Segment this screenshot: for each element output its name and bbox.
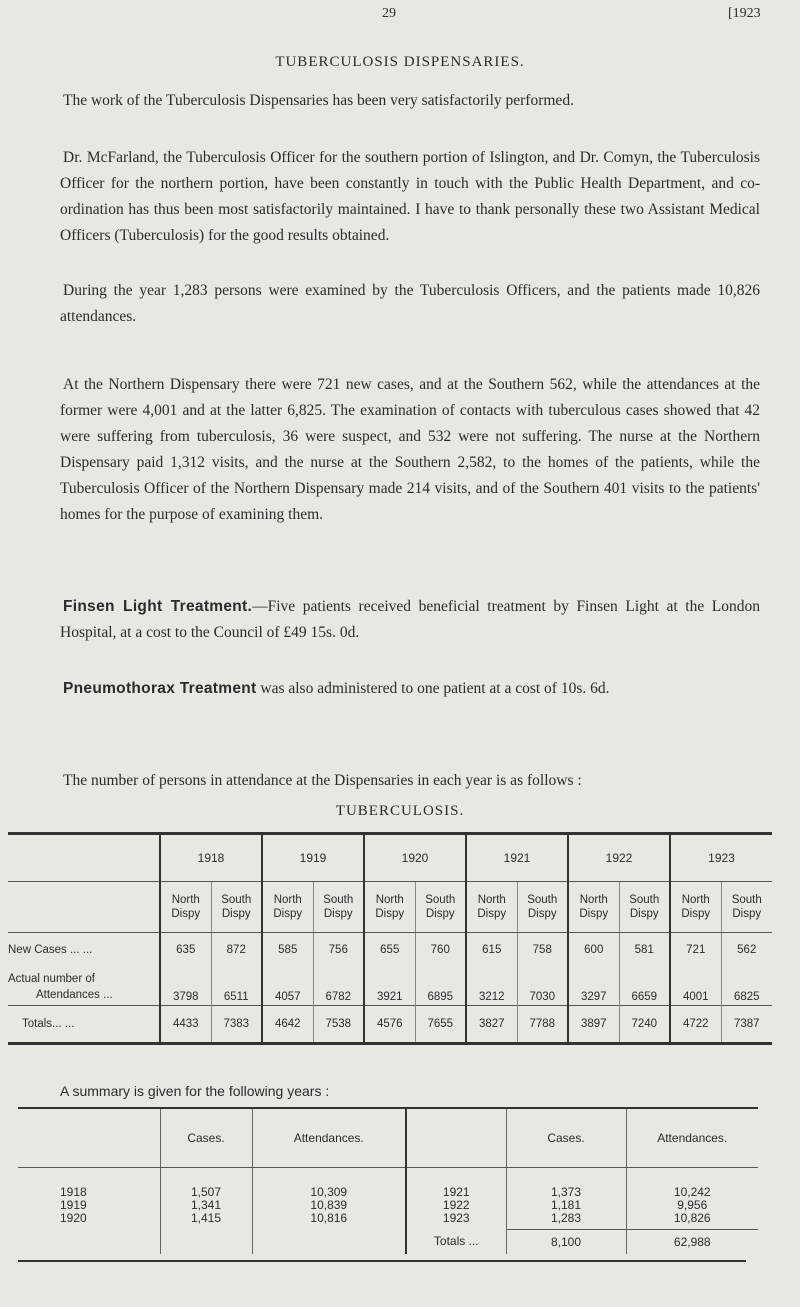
table-cell: 635: [160, 933, 211, 964]
south-header: South Dispy: [721, 882, 772, 933]
totals-label: Totals ...: [406, 1230, 506, 1255]
row-label: New Cases ... ...: [8, 944, 93, 956]
table-cell: 7788: [517, 1006, 568, 1044]
table-cell: 3297: [568, 963, 619, 1006]
table-cell: 562: [721, 933, 772, 964]
table-cell: 4433: [160, 1006, 211, 1044]
table-cell: 10,839: [310, 1198, 348, 1212]
attendance-table: [8, 832, 772, 1045]
table-cell: 6895: [415, 963, 466, 1006]
year-header: 1923: [670, 834, 772, 882]
page-number: 29: [382, 6, 396, 21]
table-cell: 6511: [211, 963, 262, 1006]
table-row-attendances: [8, 963, 772, 1006]
attendances-header: Attendances.: [252, 1108, 406, 1168]
year-cell: 1923: [442, 1211, 470, 1225]
table-cell: 1,283: [550, 1211, 582, 1225]
table-cell: 758: [517, 933, 568, 964]
summary-table: [18, 1107, 758, 1254]
table-cell: 1,181: [550, 1198, 582, 1212]
table-cell: 585: [262, 933, 313, 964]
table-cell: 4576: [364, 1006, 415, 1044]
year-header: 1919: [262, 834, 364, 882]
table-bottom-rule: [18, 1260, 746, 1262]
total-attendances: 62,988: [626, 1230, 758, 1255]
table-cell: 581: [619, 933, 670, 964]
row-label-line-2: Attendances ...: [36, 989, 113, 1001]
south-header: South Dispy: [517, 882, 568, 933]
cases-header: Cases.: [506, 1108, 626, 1168]
table-title: TUBERCULOSIS.: [335, 803, 465, 819]
paragraph-attendance-intro: The number of persons in attendance at the Dispensaries in each year is as follows :: [63, 772, 582, 789]
row-label: [8, 963, 160, 1006]
table-cell: 7030: [517, 963, 568, 1006]
table-cell: 756: [313, 933, 364, 964]
table-cell: 3798: [160, 963, 211, 1006]
table-cell: 1,415: [190, 1211, 222, 1225]
table-cell: 6825: [721, 963, 772, 1006]
south-header: South Dispy: [313, 882, 364, 933]
table-cell: 10,242: [673, 1185, 711, 1199]
paragraph-finsen: [60, 594, 760, 646]
cases-header: Cases.: [160, 1108, 252, 1168]
summary-body-row: [18, 1168, 758, 1230]
year-cell: 1919: [60, 1198, 87, 1212]
table-cell: 3827: [466, 1006, 517, 1044]
summary-years-left: [18, 1168, 160, 1230]
table-cell: 6659: [619, 963, 670, 1006]
table-cell: 4057: [262, 963, 313, 1006]
table-cell: 721: [670, 933, 721, 964]
pneumothorax-text: was also administered to one patient at a cost of 10s. 6d.: [256, 680, 610, 697]
total-cases: 8,100: [506, 1230, 626, 1255]
table-cell: 760: [415, 933, 466, 964]
table-cell: 600: [568, 933, 619, 964]
table-cell: 872: [211, 933, 262, 964]
row-label-line-1: Actual number of: [8, 973, 95, 985]
north-header: North Dispy: [160, 882, 211, 933]
attendances-header: Attendances.: [626, 1108, 758, 1168]
table-cell: 3921: [364, 963, 415, 1006]
south-header: South Dispy: [211, 882, 262, 933]
table-cell: 4642: [262, 1006, 313, 1044]
table-cell: 6782: [313, 963, 364, 1006]
header-blank: [406, 1108, 506, 1168]
table-cell: 7387: [721, 1006, 772, 1044]
table-cell: 4001: [670, 963, 721, 1006]
blank-cell: [252, 1230, 406, 1255]
header-blank: [8, 882, 160, 933]
north-header: North Dispy: [568, 882, 619, 933]
year-header: 1918: [160, 834, 262, 882]
summary-header-row: [18, 1108, 758, 1168]
table-cell: 3212: [466, 963, 517, 1006]
table-cell: 1,341: [190, 1198, 222, 1212]
table-cell: 10,309: [310, 1185, 348, 1199]
south-header: South Dispy: [619, 882, 670, 933]
table-cell: 7383: [211, 1006, 262, 1044]
summary-intro: A summary is given for the following years :: [60, 1083, 330, 1099]
year-header: 1922: [568, 834, 670, 882]
pneumothorax-heading: Pneumothorax Treatment: [63, 680, 257, 697]
table-cell: 7240: [619, 1006, 670, 1044]
table-cell: 7655: [415, 1006, 466, 1044]
table-row-totals: [8, 1006, 772, 1044]
paragraph-dispensary-stats: At the Northern Dispensary there were 721 new cases, and at the Southern 562, while the attendances at the former were 4,001 and at the latter 6,825. The examination of contacts with tuberculous cases showed that 42 were suffering from tuberculosis, 36 were suspect, and 532 were not suffering. The nurse at the Northern Dispensary paid 1,312 visits, and the nurse at the Southern 2,582, to the homes of the patients, while the Tuberculosis Officer of the Northern Dispensary made 214 visits, and of the Southern 401 visits to the patients' homes for the purpose of examining them.: [60, 376, 760, 523]
table-cell: 655: [364, 933, 415, 964]
header-blank: [18, 1108, 160, 1168]
table-cell: 615: [466, 933, 517, 964]
dispensary-header-row: [8, 882, 772, 933]
north-header: North Dispy: [670, 882, 721, 933]
year-header-row: [8, 834, 772, 882]
year-cell: 1918: [60, 1185, 87, 1199]
paragraph-work: The work of the Tuberculosis Dispensaries has been very satisfactorily performed.: [63, 92, 574, 109]
section-title: TUBERCULOSIS DISPENSARIES.: [275, 54, 525, 70]
year-header: 1921: [466, 834, 568, 882]
table-cell: 7538: [313, 1006, 364, 1044]
summary-attendances-right: [626, 1168, 758, 1230]
table-cell: 1,507: [190, 1185, 222, 1199]
table-cell: 10,816: [310, 1211, 348, 1225]
blank-cell: [18, 1230, 160, 1255]
table-cell: 9,956: [677, 1198, 708, 1212]
summary-cases-left: [160, 1168, 252, 1230]
table-cell: 1,373: [550, 1185, 582, 1199]
paragraph-examined: During the year 1,283 persons were examined by the Tuberculosis Officers, and the patients made 10,826 attendances.: [60, 282, 760, 325]
table-cell: 4722: [670, 1006, 721, 1044]
header-blank: [8, 834, 160, 882]
summary-totals-row: [18, 1230, 758, 1255]
year-cell: 1920: [60, 1211, 87, 1225]
south-header: South Dispy: [415, 882, 466, 933]
north-header: North Dispy: [466, 882, 517, 933]
page-year: [1923: [728, 6, 761, 21]
north-header: North Dispy: [364, 882, 415, 933]
year-header: 1920: [364, 834, 466, 882]
year-cell: 1921: [442, 1185, 470, 1199]
table-cell: 3897: [568, 1006, 619, 1044]
summary-years-right: [406, 1168, 506, 1230]
year-cell: 1922: [442, 1198, 470, 1212]
summary-attendances-left: [252, 1168, 406, 1230]
north-header: North Dispy: [262, 882, 313, 933]
finsen-heading: Finsen Light Treatment.: [63, 598, 253, 615]
paragraph-officers: Dr. McFarland, the Tuberculosis Officer for the southern portion of Islington, and Dr. Comyn, the Tuberculosis Officer for the northern portion, have been constantly in touch with the Public Health Department, and co-ordination has thus been most satisfactorily maintained. I have to thank personally these two Assistant Medical Officers (Tuberculosis) for the good results obtained.: [60, 149, 760, 244]
row-label: Totals... ...: [8, 1006, 160, 1044]
table-row-new-cases: [8, 933, 772, 964]
summary-cases-right: [506, 1168, 626, 1230]
paragraph-pneumothorax: [60, 676, 760, 702]
table-cell: 10,826: [673, 1211, 711, 1225]
finsen-text: —Five patients received beneficial treatment by Finsen Light at the London Hospital, at a cost to the Council of £49 15s. 0d.: [60, 598, 760, 641]
blank-cell: [160, 1230, 252, 1255]
